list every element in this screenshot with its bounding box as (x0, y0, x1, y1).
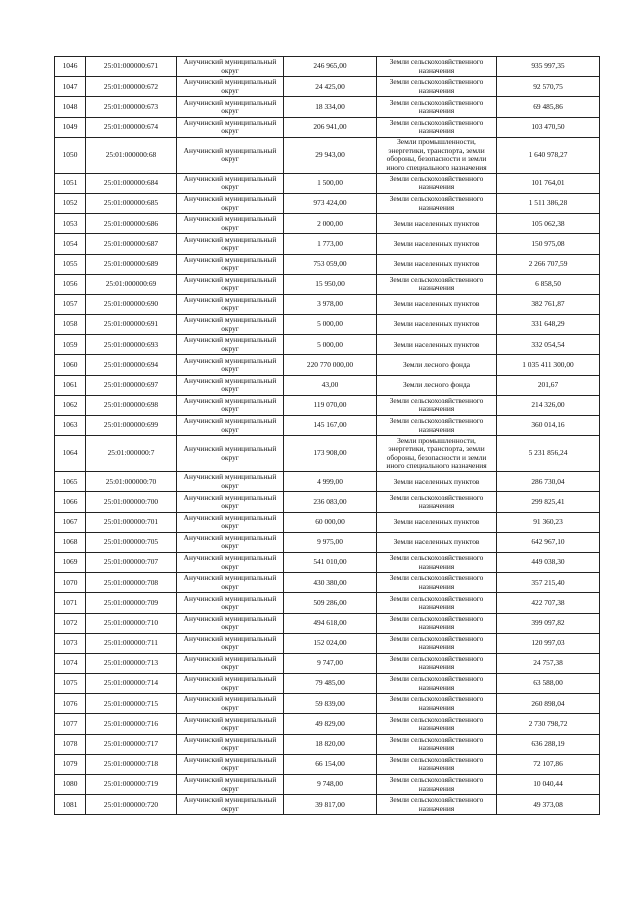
row-number-cell: 1057 (55, 294, 86, 314)
row-number-cell: 1048 (55, 97, 86, 117)
municipality-cell: Анучинский муниципальный округ (177, 436, 284, 472)
table-row (55, 274, 600, 294)
row-number-cell: 1055 (55, 254, 86, 274)
land-category-cell: Земли населенных пунктов (377, 234, 497, 254)
municipality-cell: Анучинский муниципальный округ (177, 573, 284, 593)
cadastral-number-cell: 25:01:000000:708 (86, 573, 177, 593)
row-number-cell: 1058 (55, 315, 86, 335)
table-row (55, 77, 600, 97)
table-body (55, 57, 600, 815)
table-row (55, 315, 600, 335)
table-row (55, 754, 600, 774)
land-category-cell: Земли сельскохозяйственного назначения (377, 633, 497, 653)
land-category-cell: Земли сельскохозяйственного назначения (377, 552, 497, 572)
table-row (55, 214, 600, 234)
row-number-cell: 1049 (55, 117, 86, 137)
land-category-cell: Земли сельскохозяйственного назначения (377, 57, 497, 77)
cadastral-value-cell: 120 997,03 (497, 633, 600, 653)
municipality-cell: Анучинский муниципальный округ (177, 193, 284, 213)
cadastral-value-cell: 6 858,50 (497, 274, 600, 294)
cadastral-number-cell: 25:01:000000:705 (86, 532, 177, 552)
cadastral-value-cell: 286 730,04 (497, 472, 600, 492)
area-cell: 49 829,00 (284, 714, 377, 734)
land-category-cell: Земли промышленности, энергетики, транспорта, земли обороны, безопасности и земли иного специального назначения (377, 137, 497, 173)
municipality-cell: Анучинский муниципальный округ (177, 137, 284, 173)
row-number-cell: 1047 (55, 77, 86, 97)
table-row (55, 173, 600, 193)
land-category-cell: Земли сельскохозяйственного назначения (377, 593, 497, 613)
table-row (55, 193, 600, 213)
area-cell: 220 770 000,00 (284, 355, 377, 375)
area-cell: 9 975,00 (284, 532, 377, 552)
table-row (55, 532, 600, 552)
municipality-cell: Анучинский муниципальный округ (177, 593, 284, 613)
area-cell: 4 999,00 (284, 472, 377, 492)
table-row (55, 795, 600, 815)
area-cell: 18 820,00 (284, 734, 377, 754)
table-row (55, 674, 600, 694)
cadastral-value-cell: 150 975,08 (497, 234, 600, 254)
table-row (55, 492, 600, 512)
cadastral-value-cell: 299 825,41 (497, 492, 600, 512)
cadastral-number-cell: 25:01:000000:716 (86, 714, 177, 734)
cadastral-number-cell: 25:01:000000:700 (86, 492, 177, 512)
land-category-cell: Земли лесного фонда (377, 355, 497, 375)
municipality-cell: Анучинский муниципальный округ (177, 552, 284, 572)
land-category-cell: Земли сельскохозяйственного назначения (377, 395, 497, 415)
cadastral-number-cell: 25:01:000000:690 (86, 294, 177, 314)
area-cell: 3 978,00 (284, 294, 377, 314)
land-category-cell: Земли сельскохозяйственного назначения (377, 714, 497, 734)
area-cell: 2 000,00 (284, 214, 377, 234)
table-row (55, 653, 600, 673)
table-row (55, 57, 600, 77)
land-category-cell: Земли сельскохозяйственного назначения (377, 775, 497, 795)
cadastral-number-cell: 25:01:000000:672 (86, 77, 177, 97)
municipality-cell: Анучинский муниципальный округ (177, 492, 284, 512)
row-number-cell: 1072 (55, 613, 86, 633)
row-number-cell: 1070 (55, 573, 86, 593)
municipality-cell: Анучинский муниципальный округ (177, 653, 284, 673)
land-category-cell: Земли населенных пунктов (377, 214, 497, 234)
cadastral-number-cell: 25:01:000000:711 (86, 633, 177, 653)
cadastral-number-cell: 25:01:000000:714 (86, 674, 177, 694)
land-category-cell: Земли населенных пунктов (377, 472, 497, 492)
cadastral-value-cell: 260 898,04 (497, 694, 600, 714)
municipality-cell: Анучинский муниципальный округ (177, 795, 284, 815)
area-cell: 24 425,00 (284, 77, 377, 97)
area-cell: 753 059,00 (284, 254, 377, 274)
area-cell: 509 286,00 (284, 593, 377, 613)
municipality-cell: Анучинский муниципальный округ (177, 97, 284, 117)
municipality-cell: Анучинский муниципальный округ (177, 472, 284, 492)
land-category-cell: Земли сельскохозяйственного назначения (377, 173, 497, 193)
cadastral-number-cell: 25:01:000000:687 (86, 234, 177, 254)
table-row (55, 734, 600, 754)
area-cell: 236 083,00 (284, 492, 377, 512)
municipality-cell: Анучинский муниципальный округ (177, 254, 284, 274)
row-number-cell: 1068 (55, 532, 86, 552)
area-cell: 152 024,00 (284, 633, 377, 653)
table-row (55, 254, 600, 274)
row-number-cell: 1069 (55, 552, 86, 572)
cadastral-value-cell: 642 967,10 (497, 532, 600, 552)
municipality-cell: Анучинский муниципальный округ (177, 77, 284, 97)
cadastral-number-cell: 25:01:000000:674 (86, 117, 177, 137)
area-cell: 1 773,00 (284, 234, 377, 254)
land-category-cell: Земли промышленности, энергетики, транспорта, земли обороны, безопасности и земли иного специального назначения (377, 436, 497, 472)
cadastral-value-cell: 10 040,44 (497, 775, 600, 795)
municipality-cell: Анучинский муниципальный округ (177, 355, 284, 375)
cadastral-value-cell: 935 997,35 (497, 57, 600, 77)
cadastral-number-cell: 25:01:000000:701 (86, 512, 177, 532)
cadastral-value-cell: 69 485,86 (497, 97, 600, 117)
cadastral-value-cell: 5 231 856,24 (497, 436, 600, 472)
area-cell: 18 334,00 (284, 97, 377, 117)
cadastral-number-cell: 25:01:000000:689 (86, 254, 177, 274)
cadastral-number-cell: 25:01:000000:684 (86, 173, 177, 193)
table-row (55, 137, 600, 173)
row-number-cell: 1081 (55, 795, 86, 815)
row-number-cell: 1073 (55, 633, 86, 653)
cadastral-value-cell: 357 215,40 (497, 573, 600, 593)
municipality-cell: Анучинский муниципальный округ (177, 395, 284, 415)
land-category-cell: Земли сельскохозяйственного назначения (377, 492, 497, 512)
area-cell: 39 817,00 (284, 795, 377, 815)
municipality-cell: Анучинский муниципальный округ (177, 315, 284, 335)
cadastral-value-cell: 382 761,87 (497, 294, 600, 314)
cadastral-number-cell: 25:01:000000:673 (86, 97, 177, 117)
municipality-cell: Анучинский муниципальный округ (177, 234, 284, 254)
land-category-cell: Земли сельскохозяйственного назначения (377, 734, 497, 754)
row-number-cell: 1061 (55, 375, 86, 395)
row-number-cell: 1053 (55, 214, 86, 234)
land-category-cell: Земли сельскохозяйственного назначения (377, 193, 497, 213)
cadastral-number-cell: 25:01:000000:717 (86, 734, 177, 754)
table-row (55, 633, 600, 653)
row-number-cell: 1054 (55, 234, 86, 254)
area-cell: 59 839,00 (284, 694, 377, 714)
cadastral-value-cell: 49 373,08 (497, 795, 600, 815)
cadastral-number-cell: 25:01:000000:691 (86, 315, 177, 335)
row-number-cell: 1051 (55, 173, 86, 193)
row-number-cell: 1064 (55, 436, 86, 472)
row-number-cell: 1078 (55, 734, 86, 754)
cadastral-value-cell: 201,67 (497, 375, 600, 395)
area-cell: 29 943,00 (284, 137, 377, 173)
land-category-cell: Земли сельскохозяйственного назначения (377, 653, 497, 673)
cadastral-number-cell: 25:01:000000:719 (86, 775, 177, 795)
cadastral-value-cell: 101 764,01 (497, 173, 600, 193)
cadastral-number-cell: 25:01:000000:713 (86, 653, 177, 673)
land-category-cell: Земли сельскохозяйственного назначения (377, 694, 497, 714)
cadastral-value-cell: 2 266 707,59 (497, 254, 600, 274)
cadastral-number-cell: 25:01:000000:7 (86, 436, 177, 472)
municipality-cell: Анучинский муниципальный округ (177, 117, 284, 137)
land-category-cell: Земли населенных пунктов (377, 254, 497, 274)
municipality-cell: Анучинский муниципальный округ (177, 335, 284, 355)
row-number-cell: 1075 (55, 674, 86, 694)
table-row (55, 375, 600, 395)
cadastral-number-cell: 25:01:000000:720 (86, 795, 177, 815)
row-number-cell: 1066 (55, 492, 86, 512)
row-number-cell: 1067 (55, 512, 86, 532)
cadastral-value-cell: 449 038,30 (497, 552, 600, 572)
area-cell: 9 748,00 (284, 775, 377, 795)
municipality-cell: Анучинский муниципальный округ (177, 214, 284, 234)
row-number-cell: 1046 (55, 57, 86, 77)
table-row (55, 117, 600, 137)
cadastral-number-cell: 25:01:000000:698 (86, 395, 177, 415)
cadastral-number-cell: 25:01:000000:68 (86, 137, 177, 173)
land-category-cell: Земли населенных пунктов (377, 315, 497, 335)
cadastral-value-cell: 214 326,00 (497, 395, 600, 415)
row-number-cell: 1060 (55, 355, 86, 375)
land-plots-table (54, 56, 600, 815)
table-row (55, 552, 600, 572)
table-row (55, 416, 600, 436)
area-cell: 15 950,00 (284, 274, 377, 294)
row-number-cell: 1071 (55, 593, 86, 613)
land-category-cell: Земли населенных пунктов (377, 335, 497, 355)
area-cell: 5 000,00 (284, 315, 377, 335)
row-number-cell: 1063 (55, 416, 86, 436)
cadastral-number-cell: 25:01:000000:699 (86, 416, 177, 436)
row-number-cell: 1059 (55, 335, 86, 355)
cadastral-value-cell: 1 640 978,27 (497, 137, 600, 173)
municipality-cell: Анучинский муниципальный округ (177, 512, 284, 532)
cadastral-value-cell: 1 035 411 300,00 (497, 355, 600, 375)
table-row (55, 775, 600, 795)
area-cell: 66 154,00 (284, 754, 377, 774)
land-category-cell: Земли сельскохозяйственного назначения (377, 117, 497, 137)
table-row (55, 294, 600, 314)
cadastral-value-cell: 331 648,29 (497, 315, 600, 335)
cadastral-number-cell: 25:01:000000:70 (86, 472, 177, 492)
cadastral-value-cell: 2 730 798,72 (497, 714, 600, 734)
area-cell: 494 618,00 (284, 613, 377, 633)
area-cell: 9 747,00 (284, 653, 377, 673)
table-row (55, 234, 600, 254)
land-category-cell: Земли сельскохозяйственного назначения (377, 97, 497, 117)
cadastral-value-cell: 636 288,19 (497, 734, 600, 754)
table-row (55, 97, 600, 117)
table-row (55, 512, 600, 532)
table-row (55, 613, 600, 633)
area-cell: 173 908,00 (284, 436, 377, 472)
municipality-cell: Анучинский муниципальный округ (177, 274, 284, 294)
land-category-cell: Земли сельскохозяйственного назначения (377, 795, 497, 815)
cadastral-value-cell: 24 757,38 (497, 653, 600, 673)
land-category-cell: Земли сельскохозяйственного назначения (377, 274, 497, 294)
cadastral-number-cell: 25:01:000000:710 (86, 613, 177, 633)
cadastral-number-cell: 25:01:000000:671 (86, 57, 177, 77)
row-number-cell: 1080 (55, 775, 86, 795)
municipality-cell: Анучинский муниципальный округ (177, 294, 284, 314)
row-number-cell: 1074 (55, 653, 86, 673)
table-row (55, 436, 600, 472)
cadastral-value-cell: 103 470,50 (497, 117, 600, 137)
municipality-cell: Анучинский муниципальный округ (177, 674, 284, 694)
cadastral-value-cell: 91 360,23 (497, 512, 600, 532)
area-cell: 1 500,00 (284, 173, 377, 193)
cadastral-number-cell: 25:01:000000:718 (86, 754, 177, 774)
cadastral-number-cell: 25:01:000000:697 (86, 375, 177, 395)
cadastral-number-cell: 25:01:000000:685 (86, 193, 177, 213)
land-category-cell: Земли населенных пунктов (377, 512, 497, 532)
cadastral-value-cell: 63 588,00 (497, 674, 600, 694)
table-row (55, 395, 600, 415)
cadastral-value-cell: 422 707,38 (497, 593, 600, 613)
row-number-cell: 1079 (55, 754, 86, 774)
table-row (55, 355, 600, 375)
cadastral-number-cell: 25:01:000000:69 (86, 274, 177, 294)
area-cell: 119 070,00 (284, 395, 377, 415)
table-row (55, 573, 600, 593)
land-category-cell: Земли населенных пунктов (377, 532, 497, 552)
cadastral-value-cell: 332 054,54 (497, 335, 600, 355)
municipality-cell: Анучинский муниципальный округ (177, 694, 284, 714)
municipality-cell: Анучинский муниципальный округ (177, 754, 284, 774)
area-cell: 60 000,00 (284, 512, 377, 532)
row-number-cell: 1077 (55, 714, 86, 734)
municipality-cell: Анучинский муниципальный округ (177, 416, 284, 436)
row-number-cell: 1076 (55, 694, 86, 714)
land-category-cell: Земли сельскохозяйственного назначения (377, 77, 497, 97)
table-row (55, 694, 600, 714)
area-cell: 973 424,00 (284, 193, 377, 213)
area-cell: 206 941,00 (284, 117, 377, 137)
municipality-cell: Анучинский муниципальный округ (177, 633, 284, 653)
row-number-cell: 1050 (55, 137, 86, 173)
land-category-cell: Земли населенных пунктов (377, 294, 497, 314)
cadastral-value-cell: 399 097,82 (497, 613, 600, 633)
cadastral-number-cell: 25:01:000000:709 (86, 593, 177, 613)
municipality-cell: Анучинский муниципальный округ (177, 532, 284, 552)
cadastral-value-cell: 360 014,16 (497, 416, 600, 436)
cadastral-number-cell: 25:01:000000:715 (86, 694, 177, 714)
municipality-cell: Анучинский муниципальный округ (177, 375, 284, 395)
land-category-cell: Земли лесного фонда (377, 375, 497, 395)
area-cell: 145 167,00 (284, 416, 377, 436)
row-number-cell: 1062 (55, 395, 86, 415)
cadastral-value-cell: 72 107,86 (497, 754, 600, 774)
cadastral-value-cell: 92 570,75 (497, 77, 600, 97)
table-row (55, 593, 600, 613)
row-number-cell: 1052 (55, 193, 86, 213)
municipality-cell: Анучинский муниципальный округ (177, 57, 284, 77)
table-row (55, 714, 600, 734)
municipality-cell: Анучинский муниципальный округ (177, 613, 284, 633)
land-category-cell: Земли сельскохозяйственного назначения (377, 573, 497, 593)
area-cell: 430 380,00 (284, 573, 377, 593)
table-row (55, 335, 600, 355)
municipality-cell: Анучинский муниципальный округ (177, 775, 284, 795)
municipality-cell: Анучинский муниципальный округ (177, 714, 284, 734)
area-cell: 246 965,00 (284, 57, 377, 77)
row-number-cell: 1065 (55, 472, 86, 492)
row-number-cell: 1056 (55, 274, 86, 294)
cadastral-number-cell: 25:01:000000:693 (86, 335, 177, 355)
land-category-cell: Земли сельскохозяйственного назначения (377, 613, 497, 633)
cadastral-number-cell: 25:01:000000:694 (86, 355, 177, 375)
cadastral-value-cell: 105 062,38 (497, 214, 600, 234)
land-category-cell: Земли сельскохозяйственного назначения (377, 674, 497, 694)
municipality-cell: Анучинский муниципальный округ (177, 734, 284, 754)
cadastral-number-cell: 25:01:000000:707 (86, 552, 177, 572)
area-cell: 79 485,00 (284, 674, 377, 694)
land-category-cell: Земли сельскохозяйственного назначения (377, 754, 497, 774)
cadastral-value-cell: 1 511 386,28 (497, 193, 600, 213)
area-cell: 43,00 (284, 375, 377, 395)
area-cell: 5 000,00 (284, 335, 377, 355)
municipality-cell: Анучинский муниципальный округ (177, 173, 284, 193)
area-cell: 541 010,00 (284, 552, 377, 572)
cadastral-number-cell: 25:01:000000:686 (86, 214, 177, 234)
table-row (55, 472, 600, 492)
land-category-cell: Земли сельскохозяйственного назначения (377, 416, 497, 436)
